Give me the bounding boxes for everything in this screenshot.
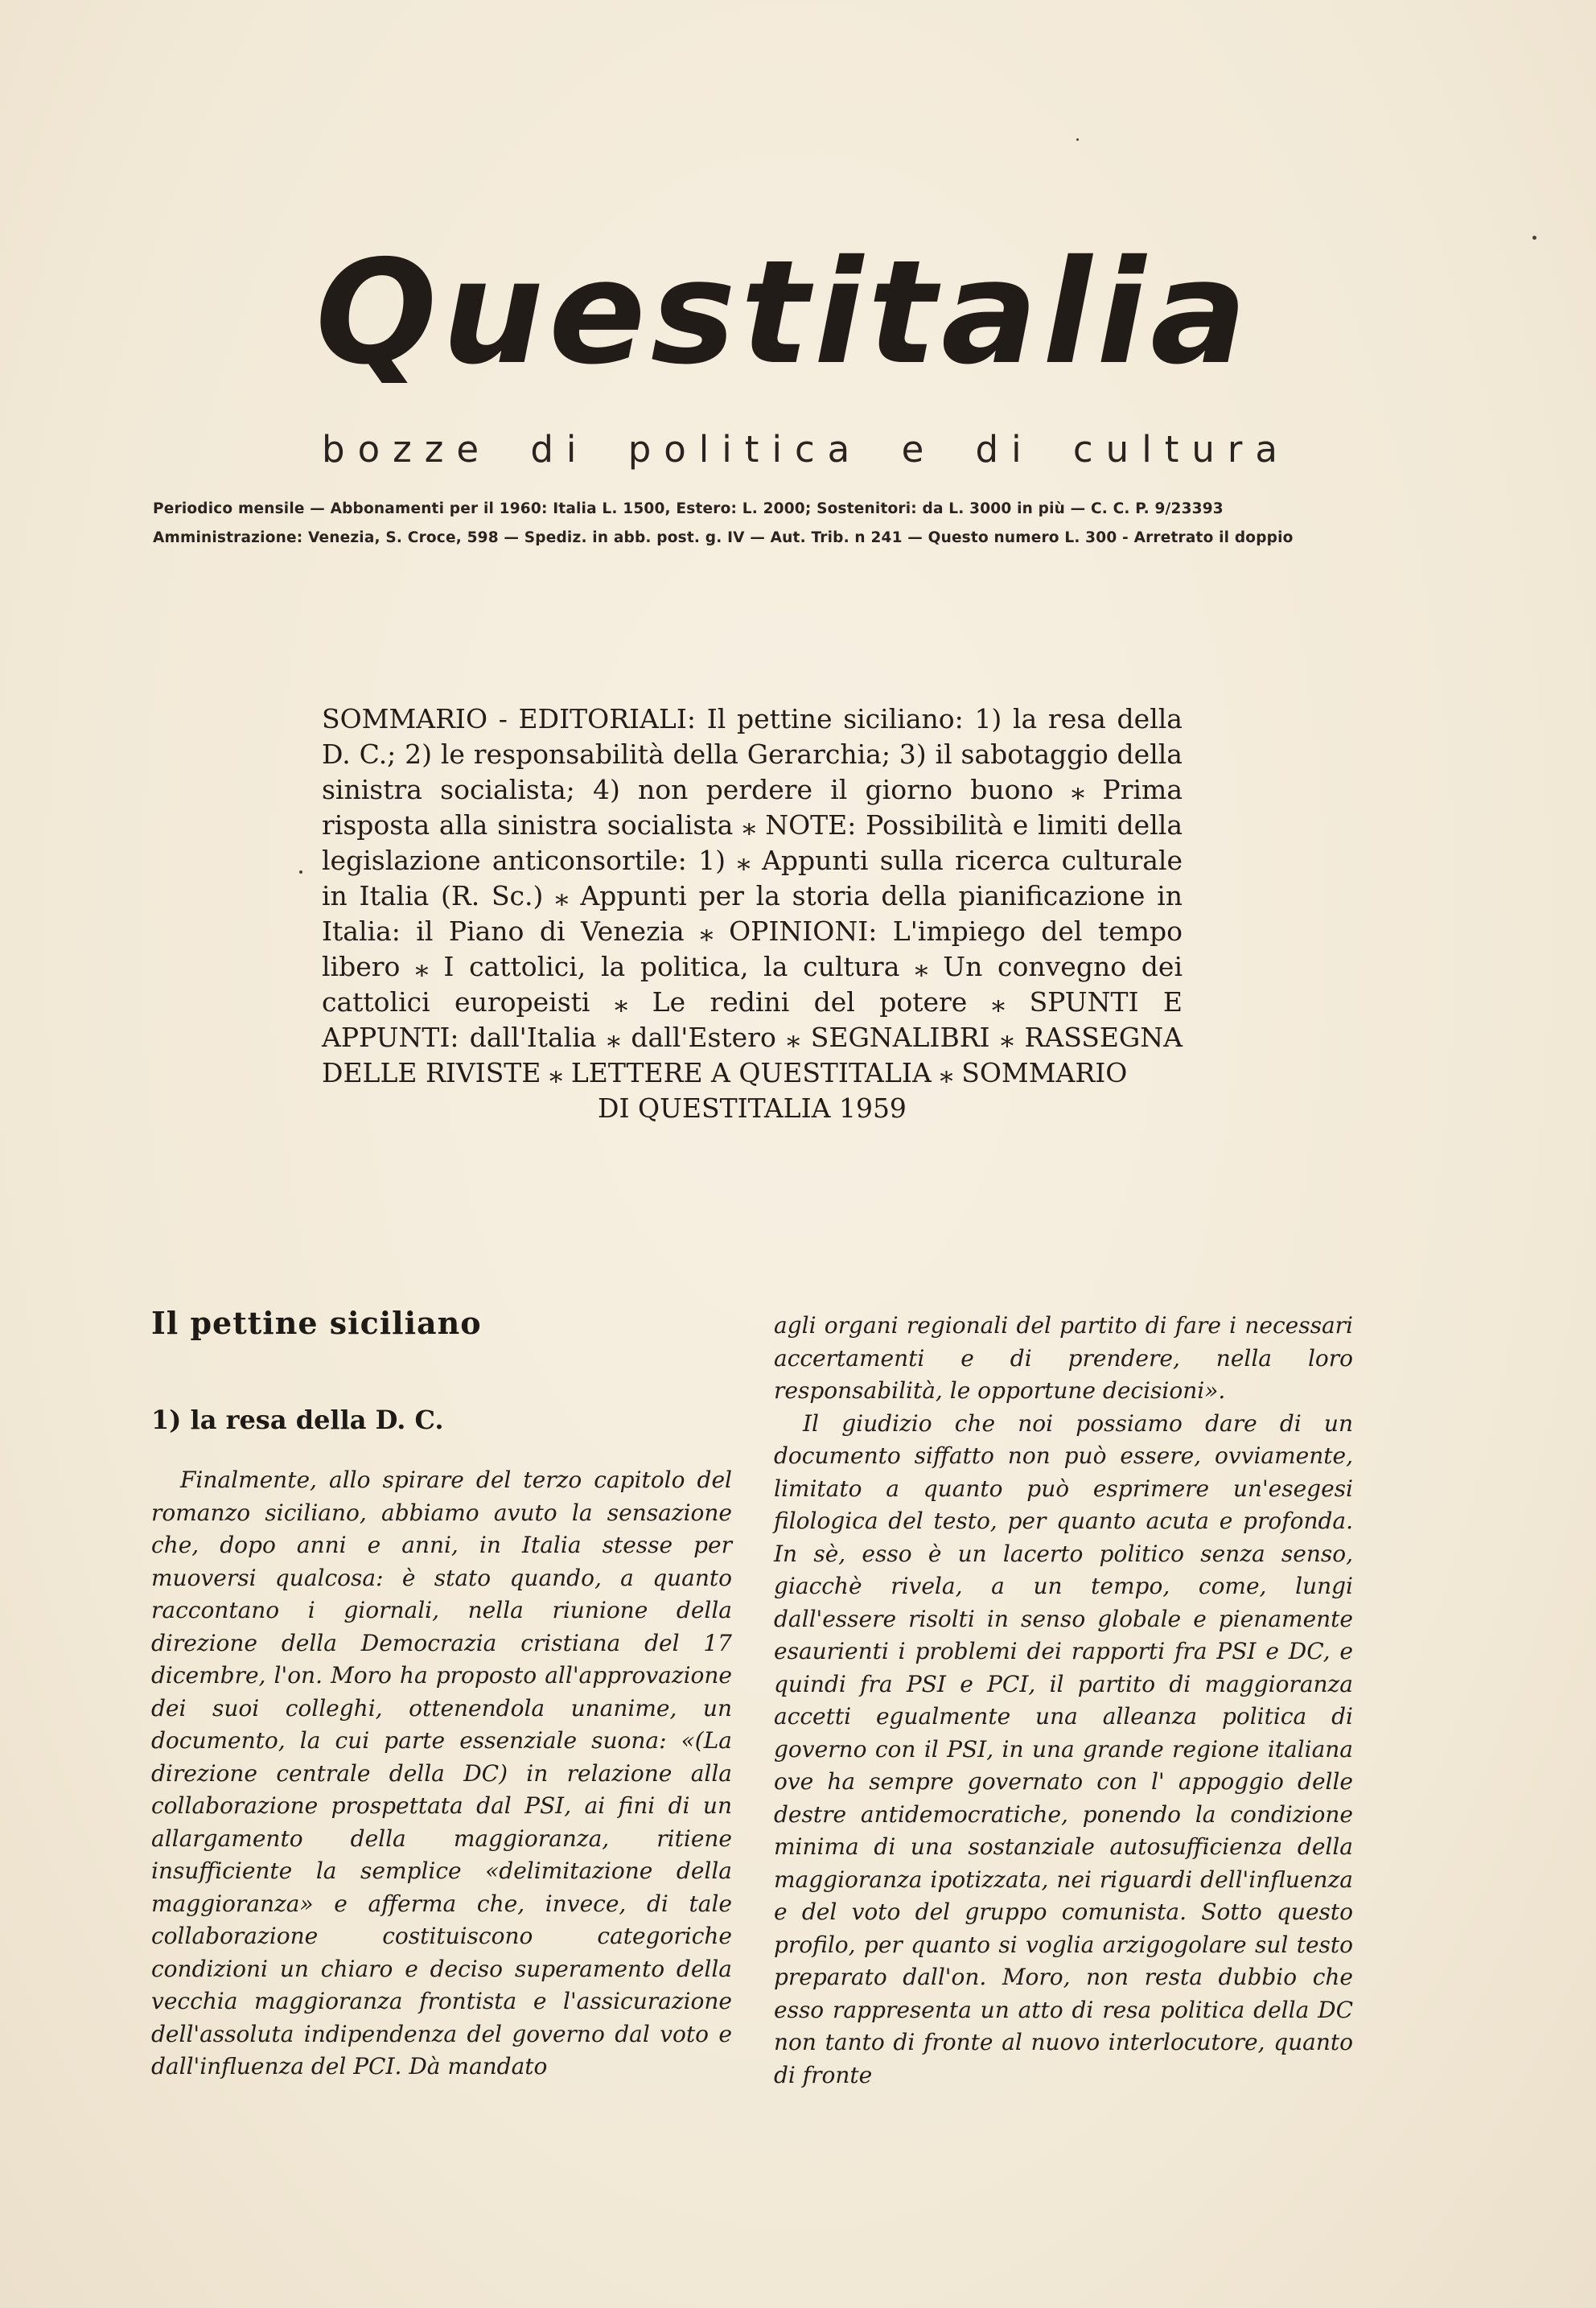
article-subheading: 1) la resa della D. C.: [151, 1405, 444, 1435]
administration-info: Amministrazione: Venezia, S. Croce, 598 — Spediz. in abb. post. g. IV — Aut. Trib. n 241 — Questo numero L. 300 - Arretrato il doppio: [153, 529, 1294, 546]
paper-speck: [299, 870, 302, 874]
article-right-column: [774, 1310, 1353, 2092]
paragraph: Il giudizio che noi possiamo dare di un documento siffatto non può essere, ovviamente, limitato a quanto può esprimere un'esegesi filologica del testo, per quanto acuta e profonda. In sè, esso è un lacerto politico senza senso, giacchè rivela, a un tempo, come, lungi dall'essere risolti in senso globale e pienamente esaurienti i problemi dei rapporti fra PSI e DC, e quindi fra PSI e PCI, il partito di maggioranza accetti egualmente una alleanza politica di governo con il PSI, in una grande regione italiana ove ha sempre governato con l' appoggio delle destre antidemocratiche, ponendo la condizione minima di una sostanziale autosufficienza della maggioranza ipotizzata, nei riguardi dell'influenza e del voto del gruppo comunista. Sotto questo profilo, per quanto si voglia arzigogolare sul testo preparato dall'on. Moro, non resta dubbio che esso rappresenta un atto di resa politica della DC non tanto di fronte al nuovo interlocutore, quanto di fronte: [774, 1409, 1353, 2088]
paragraph: agli organi regionali del partito di fare i necessari accertamenti e di prendere, nella loro responsabilità, le opportune decisioni».: [774, 1312, 1353, 1404]
table-of-contents: [322, 701, 1183, 1126]
paper-speck: [1532, 236, 1536, 240]
paper-speck: [1076, 138, 1079, 141]
article-left-column: Finalmente, allo spirare del terzo capitolo del romanzo siciliano, abbiamo avuto la sensazione che, dopo anni e anni, in Italia stesse per muoversi qualcosa: è stato quando, a quanto raccontano i giornali, nella riunione della direzione della Democrazia cristiana del 17 dicembre, l'on. Moro ha proposto all'approvazione dei suoi colleghi, ottenendola unanime, un documento, la cui parte essenziale suona: «(La direzione centrale della DC) in relazione alla collaborazione prospettata dal PSI, ai fini di un allargamento della maggioranza, ritiene insufficiente la semplice «delimitazione della maggioranza» e afferma che, invece, di tale collaborazione costituiscono categoriche condizioni un chiaro e deciso superamento della vecchia maggioranza frontista e l'assicurazione dell'assoluta indipendenza del governo dal voto e dall'influenza del PCI. Dà mandato: [151, 1467, 732, 2080]
masthead-subtitle: bozze di politica e di cultura: [322, 428, 1290, 471]
masthead-title: Questitalia: [315, 229, 1253, 396]
subscription-info: Periodico mensile — Abbonamenti per il 1960: Italia L. 1500, Estero: L. 2000; Sostenitori: da L. 3000 in più — C. C. P. 9/23393: [153, 500, 1224, 517]
article-heading: Il pettine siciliano: [151, 1305, 482, 1341]
summary-last-line: DI QUESTITALIA 1959: [598, 1092, 907, 1124]
summary-text: SOMMARIO - EDITORIALI: Il pettine siciliano: 1) la resa della D. C.; 2) le responsabilità della Gerarchia; 3) il sabotaggio della sinistra socialista; 4) non perdere il giorno buono ⁎ Prima risposta alla sinistra socialista ⁎ NOTE: Possibilità e limiti della legislazione anticonsortile: 1) ⁎ Appunti sulla ricerca culturale in Italia (R. Sc.) ⁎ Appunti per la storia della pianificazione in Italia: il Piano di Venezia ⁎ OPINIONI: L'impiego del tempo libero ⁎ I cattolici, la politica, la cultura ⁎ Un convegno dei cattolici europeisti ⁎ Le redini del potere ⁎ SPUNTI E APPUNTI: dall'Italia ⁎ dall'Estero ⁎ SEGNALIBRI ⁎ RASSEGNA DELLE RIVISTE ⁎ LETTERE A QUESTITALIA ⁎ SOMMARIO: [322, 703, 1183, 1088]
